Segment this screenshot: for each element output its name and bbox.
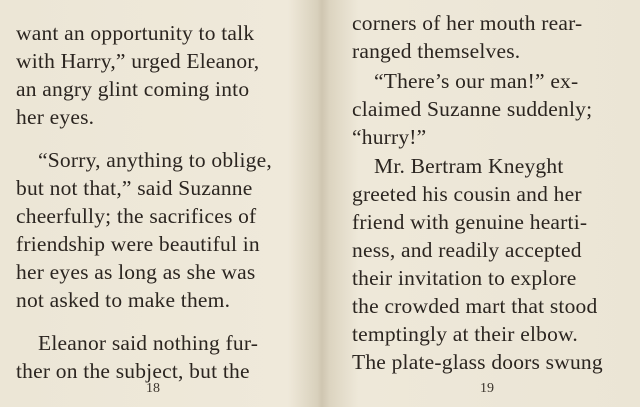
text-line: “Sorry, anything to oblige, [38, 148, 272, 172]
text-line: ther on the subject, but the [16, 359, 250, 383]
text-line: her eyes as long as she was [16, 260, 256, 284]
left-paragraph-2 [16, 146, 292, 314]
text-line: The plate-glass doors swung [352, 350, 603, 374]
text-line: with Harry,” urged Eleanor, [16, 49, 260, 73]
text-line: friendship were beautiful in [16, 232, 260, 256]
text-line: corners of her mouth rear- [352, 11, 583, 35]
text-line: friend with genuine hearti- [352, 210, 588, 234]
text-line: claimed Suzanne suddenly; [352, 97, 593, 121]
right-paragraph-2 [352, 67, 632, 151]
right-paragraph-1 [352, 9, 632, 65]
text-line: cheerfully; the sacrifices of [16, 204, 257, 228]
text-line: their invitation to explore [352, 266, 577, 290]
text-line: Eleanor said nothing fur- [38, 331, 259, 355]
text-line: an angry glint coming into [16, 77, 250, 101]
text-line: “hurry!” [352, 125, 427, 149]
text-line: want an opportunity to talk [16, 21, 255, 45]
text-line: temptingly at their elbow. [352, 322, 578, 346]
text-line: greeted his cousin and her [352, 182, 582, 206]
right-paragraph-3 [352, 152, 632, 376]
text-line: Mr. Bertram Kneyght [374, 154, 564, 178]
text-line: ranged themselves. [352, 39, 521, 63]
left-paragraph-1 [16, 19, 292, 131]
page-number: 19 [480, 381, 494, 396]
text-line: ness, and readily accepted [352, 238, 582, 262]
left-paragraph-3 [16, 329, 292, 385]
right-page [322, 0, 640, 407]
text-line: not asked to make them. [16, 288, 231, 312]
text-line: but not that,” said Suzanne [16, 176, 253, 200]
text-line: “There’s our man!” ex- [374, 69, 579, 93]
page-number: 18 [146, 381, 160, 396]
text-line: her eyes. [16, 105, 95, 129]
text-line: the crowded mart that stood [352, 294, 598, 318]
